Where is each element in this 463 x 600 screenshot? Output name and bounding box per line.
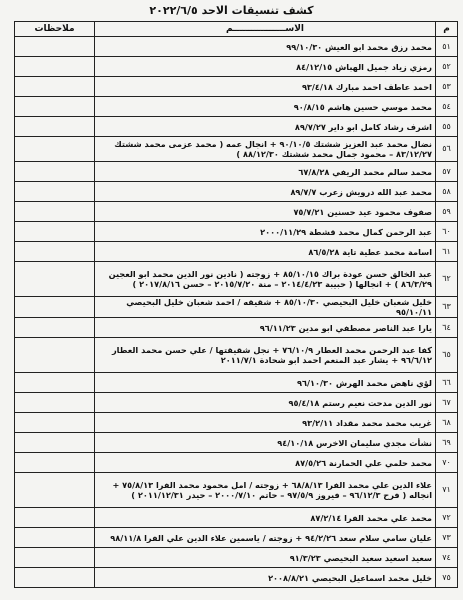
table-row xyxy=(15,117,458,137)
row-number: ٦١ xyxy=(436,242,458,262)
row-name: سعيد اسعيد سعيد البحيصي ٩١/٣/٢٣ xyxy=(95,548,436,568)
table-row xyxy=(15,37,458,57)
row-number: ٥٢ xyxy=(436,57,458,77)
table-header-row xyxy=(15,22,458,37)
row-number: ٥٤ xyxy=(436,97,458,117)
row-notes xyxy=(15,222,95,242)
row-name: محمد سالم محمد الريفي ٦٧/٨/٢٨ xyxy=(95,162,436,182)
coordination-table xyxy=(14,21,458,588)
row-number: ٥٦ xyxy=(436,137,458,162)
row-number: ٦٩ xyxy=(436,433,458,453)
row-notes xyxy=(15,528,95,548)
row-name: علاء الدين علي محمد الفرا ٦٨/٨/١٣ + زوجته / امل محمود محمد الفرا ٧٥/٨/١٣ + انجاله ( فرح ٩٦/١٢/٣ – فيروز ٩٧/٥/٩ – حاتم ٢٠٠٠/٧/١٠ – حيدر ٢٠١١/١٢/٣١ ) xyxy=(95,473,436,508)
table-row xyxy=(15,202,458,222)
table-row xyxy=(15,393,458,413)
row-name: محمد علي محمد الفرا ٨٧/٢/١٤ xyxy=(95,508,436,528)
row-name: محمد رزق محمد ابو العيش ٩٩/١٠/٣٠ xyxy=(95,37,436,57)
row-name: يارا عبد الناصر مصطفي ابو مدين ٩٦/١١/٢٣ xyxy=(95,318,436,338)
table-row xyxy=(15,137,458,162)
header-number: م xyxy=(436,22,458,37)
row-number: ٧٢ xyxy=(436,508,458,528)
row-notes xyxy=(15,297,95,318)
row-number: ٥١ xyxy=(436,37,458,57)
row-name: محمد موسي حسين هاشم ٩٠/٨/١٥ xyxy=(95,97,436,117)
row-notes xyxy=(15,453,95,473)
row-number: ٥٣ xyxy=(436,77,458,97)
table-row xyxy=(15,568,458,588)
row-number: ٥٥ xyxy=(436,117,458,137)
row-number: ٦٨ xyxy=(436,413,458,433)
table-row xyxy=(15,338,458,373)
table-row xyxy=(15,508,458,528)
header-name: الاســـــــــــــــــم xyxy=(95,22,436,37)
document-title: كشف تنسيقات الاحد ٢٠٢٢/٦/٥ xyxy=(149,4,314,17)
row-notes xyxy=(15,77,95,97)
row-notes xyxy=(15,242,95,262)
row-name: محمد حلمي علي الحمارنة ٨٧/٥/٢٦ xyxy=(95,453,436,473)
row-notes xyxy=(15,548,95,568)
row-notes xyxy=(15,473,95,508)
row-notes xyxy=(15,413,95,433)
table-row xyxy=(15,77,458,97)
row-number: ٧١ xyxy=(436,473,458,508)
row-notes xyxy=(15,137,95,162)
row-name: عبد الخالق حسن عودة براك ٨٥/١٠/١٥ + زوجته ( نادين نور الدين محمد ابو العجين ٨٦/٣/٢٩ ) + انجالها ( حبيبة ٢٠١٤/٤/٢٣ – منة ٢٠١٥/٧/٢٠ – حسن ٢٠١٧/٨/١٦ ) xyxy=(95,262,436,297)
row-notes xyxy=(15,433,95,453)
row-name: نضال محمد عبد العزيز ششتك ٩٠/١٠/٥ + انجال عمه ( محمد عزمى محمد ششتك ٨٣/١٢/٢٧ – محمود جمال محمد ششتك ٨٨/١٢/٣٠ ) xyxy=(95,137,436,162)
row-number: ٧٠ xyxy=(436,453,458,473)
row-name: نور الدين مدحت نعيم رستم ٩٥/٤/١٨ xyxy=(95,393,436,413)
table-row xyxy=(15,262,458,297)
row-number: ٧٥ xyxy=(436,568,458,588)
row-notes xyxy=(15,37,95,57)
row-notes xyxy=(15,202,95,222)
row-number: ٦٤ xyxy=(436,318,458,338)
row-notes xyxy=(15,568,95,588)
table-row xyxy=(15,453,458,473)
row-number: ٧٣ xyxy=(436,528,458,548)
row-name: خليل شعبان خليل البحيصي ٨٥/١٠/٣٠ + شقيقه / احمد شعبان خليل البحيصي ٩٥/١٠/١١ xyxy=(95,297,436,318)
table-row xyxy=(15,97,458,117)
row-name: رمزي زياد جميل الهباش ٨٤/١٢/١٥ xyxy=(95,57,436,77)
table-row xyxy=(15,182,458,202)
row-number: ٧٤ xyxy=(436,548,458,568)
row-number: ٦٦ xyxy=(436,373,458,393)
table-row xyxy=(15,548,458,568)
row-name: محمد عبد الله درويش زعرب ٨٩/٧/٧ xyxy=(95,182,436,202)
row-number: ٥٨ xyxy=(436,182,458,202)
row-notes xyxy=(15,57,95,77)
row-notes xyxy=(15,182,95,202)
row-notes xyxy=(15,262,95,297)
row-notes xyxy=(15,393,95,413)
row-notes xyxy=(15,373,95,393)
row-number: ٦٥ xyxy=(436,338,458,373)
row-name: احمد عاطف احمد مبارك ٩٣/٤/١٨ xyxy=(95,77,436,97)
table-row xyxy=(15,373,458,393)
row-name: عليان سامي سلام سعد ٩٤/٢/٢٦ + زوجته / ياسمين علاء الدين علي الفرا ٩٨/١١/٨ xyxy=(95,528,436,548)
row-name: عبد الرحمن كمال محمد قشطة ٢٠٠٠/١١/٢٩ xyxy=(95,222,436,242)
row-name: اشرف رشاد كامل ابو داير ٨٩/٧/٢٧ xyxy=(95,117,436,137)
row-name: اسامة محمد عطية تاية ٨٦/٥/٢٨ xyxy=(95,242,436,262)
table-row xyxy=(15,318,458,338)
row-name: نشأت مجدي سليمان الاخرس ٩٤/١٠/١٨ xyxy=(95,433,436,453)
table-row xyxy=(15,242,458,262)
table-row xyxy=(15,433,458,453)
row-name: لؤي ناهض محمد الهرش ٩٦/١٠/٣٠ xyxy=(95,373,436,393)
row-name: خليل محمد اسماعيل البحيصي ٢٠٠٨/٨/٢١ xyxy=(95,568,436,588)
row-name: صفوف محمود عيد حسنين ٧٥/٧/٢١ xyxy=(95,202,436,222)
row-number: ٦٢ xyxy=(436,262,458,297)
table-row xyxy=(15,297,458,318)
row-notes xyxy=(15,97,95,117)
row-notes xyxy=(15,117,95,137)
table-row xyxy=(15,57,458,77)
row-notes xyxy=(15,162,95,182)
row-notes xyxy=(15,338,95,373)
row-notes xyxy=(15,508,95,528)
row-number: ٥٧ xyxy=(436,162,458,182)
row-number: ٦٣ xyxy=(436,297,458,318)
table-row xyxy=(15,473,458,508)
table-row xyxy=(15,222,458,242)
row-name: غريب محمد محمد مقداد ٩٣/٢/١١ xyxy=(95,413,436,433)
table-row xyxy=(15,413,458,433)
table-row xyxy=(15,528,458,548)
row-number: ٥٩ xyxy=(436,202,458,222)
table-row xyxy=(15,162,458,182)
row-number: ٦٧ xyxy=(436,393,458,413)
row-name: كفا عبد الرحمن محمد العطار ٧٦/١٠/٩ + نجل شقيقتها / علي حسن محمد العطار ٩٦/٦/١٢ + يشار عبد المنعم احمد ابو شحادة ٢٠١١/٧/١ xyxy=(95,338,436,373)
row-number: ٦٠ xyxy=(436,222,458,242)
row-notes xyxy=(15,318,95,338)
header-notes: ملاحظات xyxy=(15,22,95,37)
